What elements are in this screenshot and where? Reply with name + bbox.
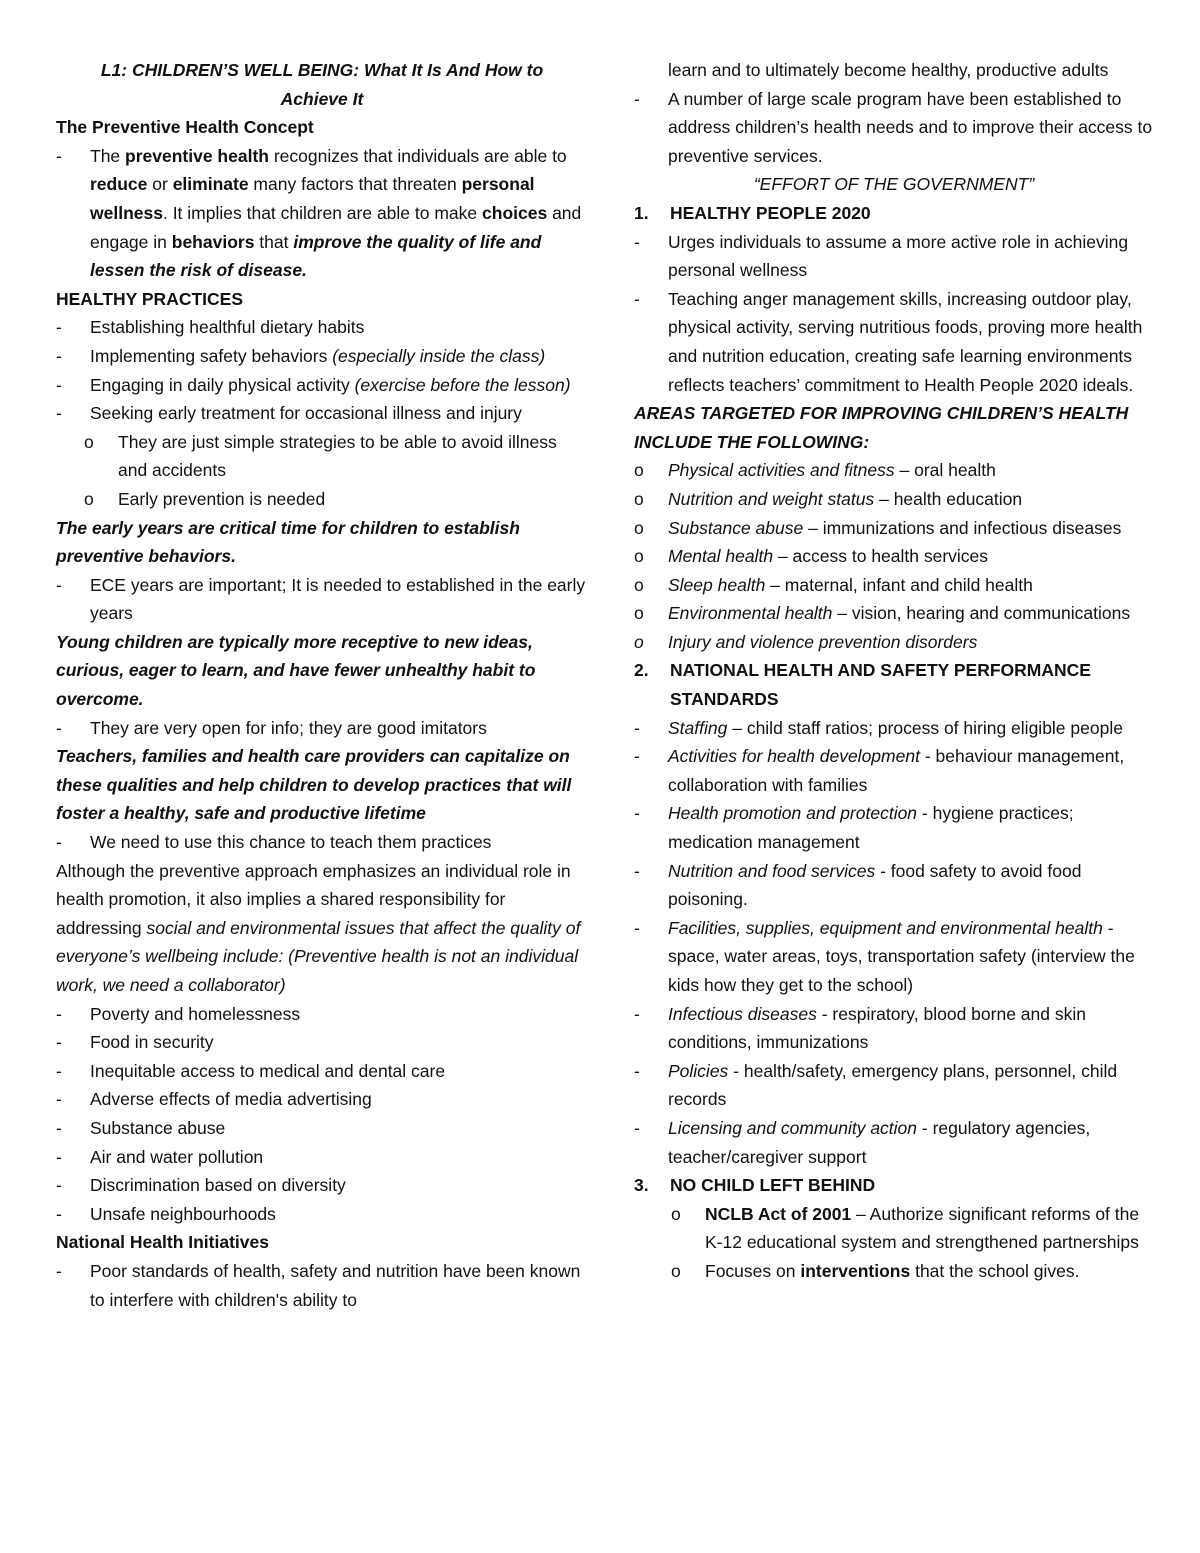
circle-marker: o — [634, 603, 644, 624]
standard-label: Licensing and community action — [668, 1117, 918, 1138]
dash-marker: - — [56, 145, 62, 166]
sub-list-item — [56, 428, 588, 485]
dash-marker: - — [56, 1060, 62, 1081]
area-label: Mental health — [668, 546, 774, 567]
area-detail: – oral health — [894, 460, 996, 481]
standard-detail: – child staff ratios; process of hiring eligible people — [727, 717, 1123, 738]
list-item-text: Poverty and homelessness — [90, 1003, 301, 1024]
list-item — [56, 1057, 588, 1086]
sub-list-item — [56, 485, 588, 514]
dash-marker: - — [634, 1003, 640, 1024]
text-run: . It implies that children are able to make — [162, 202, 483, 223]
standard-label: Staffing — [668, 717, 728, 738]
standard-detail: - space, water areas, toys, transportation safety (interview the kids how they get to the school) — [668, 917, 1135, 995]
dash-marker: - — [634, 231, 640, 252]
list-item-text: We need to use this chance to teach them practices — [90, 832, 492, 853]
early-years-statement: The early years are critical time for children to establish preventive behaviors. — [56, 517, 520, 567]
standard-label: Activities for health development — [668, 746, 920, 767]
area-label: Substance abuse — [668, 517, 804, 538]
text-run: The — [90, 145, 126, 166]
preventive-heading: The Preventive Health Concept — [56, 117, 314, 138]
dash-marker: - — [56, 374, 62, 395]
area-label: Environmental health — [668, 603, 833, 624]
left-column — [56, 56, 588, 1314]
continuation-text — [634, 56, 1154, 85]
text-run-bold: eliminate — [172, 174, 249, 195]
nclb-act-label: NCLB Act of 2001 — [705, 1203, 852, 1224]
standard-label: Nutrition and food services — [668, 860, 876, 881]
young-children-statement: Young children are typically more receptive to new ideas, curious, eager to learn, and have fewer unhealthy habit to overcome. — [56, 631, 536, 710]
circle-marker: o — [634, 631, 644, 652]
dash-marker: - — [634, 88, 640, 109]
list-item-text: Adverse effects of media advertising — [90, 1089, 372, 1110]
list-item-text: Discrimination based on diversity — [90, 1175, 346, 1196]
list-item-note: (exercise before the lesson) — [354, 374, 571, 395]
dash-marker: - — [56, 574, 62, 595]
list-item — [56, 1171, 588, 1200]
list-item — [56, 828, 588, 857]
area-detail: – immunizations and infectious diseases — [803, 517, 1122, 538]
standard-label: Infectious diseases — [668, 1003, 817, 1024]
list-item-text: Teaching anger management skills, increasing outdoor play, physical activity, serving nutritious foods, proving more health and nutrition education, creating safe learning environments reflects teachers’ commitment to Health People 2020 ideals. — [668, 288, 1143, 395]
circle-marker: o — [634, 488, 644, 509]
teachers-statement: Teachers, families and health care providers can capitalize on these qualities and help children to develop practices that will foster a healthy, safe and productive lifetime — [56, 746, 572, 824]
section-title: NO CHILD LEFT BEHIND — [670, 1175, 876, 1196]
dash-marker: - — [56, 1175, 62, 1196]
standard-detail: - hygiene practices; medication management — [668, 803, 1074, 853]
sub-list-item-text: Early prevention is needed — [118, 488, 326, 509]
text-run: and engage in — [90, 202, 582, 252]
list-item-note: (especially inside the class) — [332, 345, 546, 366]
areas-heading: AREAS TARGETED FOR IMPROVING CHILDREN’S HEALTH INCLUDE THE FOLLOWING: — [634, 403, 1129, 452]
dash-marker: - — [634, 288, 640, 309]
dash-marker: - — [56, 1003, 62, 1024]
standard-label: Health promotion and protection — [668, 803, 918, 824]
area-detail: – maternal, infant and child health — [765, 574, 1033, 595]
dash-marker: - — [634, 1060, 640, 1081]
circle-marker: o — [634, 546, 644, 567]
section-number: 2. — [634, 660, 649, 681]
area-item — [634, 542, 1154, 571]
circle-marker: o — [634, 517, 644, 538]
area-label: Physical activities and fitness — [668, 460, 895, 481]
section-heading-nclb — [634, 1171, 1154, 1200]
area-detail: – vision, hearing and communications — [832, 603, 1131, 624]
circle-marker: o — [84, 431, 94, 452]
circle-marker: o — [634, 460, 644, 481]
list-item-text: Implementing safety behaviors — [90, 345, 333, 366]
sub-list-item — [634, 1200, 1154, 1257]
area-item — [634, 599, 1154, 628]
text-run-bold: interventions — [800, 1260, 911, 1281]
dash-marker: - — [56, 1203, 62, 1224]
dash-marker: - — [56, 1089, 62, 1110]
list-item — [56, 371, 588, 400]
standard-detail: - regulatory agencies, teacher/caregiver support — [668, 1117, 1091, 1167]
list-item-text: Inequitable access to medical and dental care — [90, 1060, 446, 1081]
standard-detail: - health/safety, emergency plans, personnel, child records — [668, 1060, 1118, 1110]
standard-item — [634, 742, 1154, 799]
circle-marker: o — [671, 1260, 681, 1281]
list-item — [634, 228, 1154, 285]
area-item — [634, 456, 1154, 485]
text-run-bold: personal wellness — [90, 174, 535, 223]
standard-detail: - respiratory, blood borne and skin conditions, immunizations — [668, 1003, 1086, 1053]
dash-marker: - — [56, 317, 62, 338]
section-heading-performance-standards — [634, 656, 1154, 713]
list-item-text: Air and water pollution — [90, 1146, 264, 1167]
list-item — [56, 1200, 588, 1229]
list-item-text: learn and to ultimately become healthy, productive adults — [668, 60, 1109, 80]
nclb-act-detail: – Authorize significant reforms of the K-12 educational system and strengthened partnerships — [705, 1203, 1140, 1253]
list-item-text: Engaging in daily physical activity — [90, 374, 355, 395]
dash-marker: - — [56, 1032, 62, 1053]
dash-marker: - — [634, 1117, 640, 1138]
dash-marker: - — [56, 1117, 62, 1138]
list-item-text: They are very open for info; they are good imitators — [90, 717, 487, 738]
standard-item — [634, 1114, 1154, 1171]
list-item — [634, 285, 1154, 399]
preventive-paragraph — [56, 142, 588, 285]
list-item — [56, 1085, 588, 1114]
circle-marker: o — [671, 1203, 681, 1224]
dash-marker: - — [634, 746, 640, 767]
right-column — [634, 56, 1154, 1286]
area-item — [634, 485, 1154, 514]
standard-detail: - behaviour management, collaboration with families — [668, 746, 1125, 795]
section-number: 3. — [634, 1175, 649, 1196]
list-item — [56, 1028, 588, 1057]
area-detail: – access to health services — [773, 546, 989, 567]
section-title: NATIONAL HEALTH AND SAFETY PERFORMANCE STANDARDS — [670, 660, 1091, 710]
list-item — [56, 1000, 588, 1029]
list-item — [56, 1114, 588, 1143]
section-number: 1. — [634, 202, 649, 223]
list-item — [56, 1257, 588, 1314]
dash-marker: - — [634, 803, 640, 824]
text-run-bold: behaviors — [171, 231, 255, 252]
standard-item — [634, 1057, 1154, 1114]
area-item — [634, 514, 1154, 543]
effort-heading: “EFFORT OF THE GOVERNMENT” — [753, 174, 1035, 195]
section-heading-healthy-people — [634, 199, 1154, 228]
list-item — [56, 342, 588, 371]
list-item — [56, 571, 588, 628]
dash-marker: - — [634, 860, 640, 881]
list-item-text: Establishing healthful dietary habits — [90, 317, 365, 338]
national-initiatives-heading: National Health Initiatives — [56, 1232, 269, 1253]
list-item — [56, 399, 588, 428]
section-title: HEALTHY PEOPLE 2020 — [670, 202, 871, 223]
page-title-line-1: L1: CHILDREN’S WELL BEING: What It Is And How to — [100, 60, 544, 80]
standard-detail: - food safety to avoid food poisoning. — [668, 860, 1082, 910]
area-label: Sleep health — [668, 574, 766, 595]
text-run-italic: social and environmental issues that affect the quality of everyone’s wellbeing include: (Preventive health is not an individual work, we need a collaborator) — [56, 917, 581, 995]
standard-label: Policies — [668, 1060, 729, 1081]
circle-marker: o — [634, 574, 644, 595]
sub-list-item — [634, 1257, 1154, 1286]
healthy-practices-heading: HEALTHY PRACTICES — [56, 288, 244, 309]
list-item-text: Substance abuse — [90, 1117, 226, 1138]
area-label: Nutrition and weight status — [668, 488, 875, 509]
dash-marker: - — [56, 403, 62, 424]
standard-label: Facilities, supplies, equipment and environmental health — [668, 917, 1103, 938]
list-item-text: Unsafe neighbourhoods — [90, 1203, 276, 1224]
list-item-text: Food in security — [90, 1032, 214, 1053]
dash-marker: - — [56, 1260, 62, 1281]
text-run-bold: reduce — [90, 174, 148, 195]
text-run: or — [147, 174, 173, 195]
list-item — [56, 714, 588, 743]
list-item — [56, 1143, 588, 1172]
standard-item — [634, 857, 1154, 914]
area-item — [634, 571, 1154, 600]
text-run-bold: choices — [482, 202, 548, 223]
dash-marker: - — [634, 917, 640, 938]
dash-marker: - — [56, 832, 62, 853]
standard-item — [634, 1000, 1154, 1057]
text-run: that — [254, 231, 294, 252]
list-item-text: Urges individuals to assume a more active role in achieving personal wellness — [668, 231, 1129, 281]
list-item-text: ECE years are important; It is needed to established in the early years — [90, 574, 586, 624]
dash-marker: - — [56, 345, 62, 366]
standard-item — [634, 799, 1154, 856]
text-run: Focuses on — [705, 1260, 801, 1281]
dash-marker: - — [56, 1146, 62, 1167]
page-title-line-2: Achieve It — [280, 88, 364, 109]
circle-marker: o — [84, 488, 94, 509]
text-run: Although the preventive approach emphasizes an individual role in health promotion, it also implies a shared responsibility for addressing — [56, 860, 571, 938]
text-run-bold: preventive health — [125, 145, 269, 166]
area-label: Injury and violence prevention disorders — [668, 631, 978, 652]
area-item — [634, 628, 1154, 657]
list-item-text: A number of large scale program have been established to address children’s health needs and to improve their access to preventive services. — [668, 88, 1153, 166]
text-run: many factors that threaten — [248, 174, 462, 195]
dash-marker: - — [634, 717, 640, 738]
standard-item — [634, 714, 1154, 743]
standard-item — [634, 914, 1154, 1000]
text-run-bold-italic: improve the quality of life and lessen the risk of disease. — [90, 231, 542, 281]
approach-paragraph — [56, 857, 588, 1000]
dash-marker: - — [56, 717, 62, 738]
list-item-text: Seeking early treatment for occasional illness and injury — [90, 403, 522, 424]
sub-list-item-text: They are just simple strategies to be able to avoid illness and accidents — [118, 431, 557, 481]
text-run: that the school gives. — [910, 1260, 1080, 1281]
list-item — [56, 313, 588, 342]
area-detail: – health education — [874, 488, 1023, 509]
list-item — [634, 85, 1154, 171]
list-item-text: Poor standards of health, safety and nutrition have been known to interfere with children's ability to — [90, 1260, 581, 1310]
text-run: recognizes that individuals are able to — [268, 145, 567, 166]
